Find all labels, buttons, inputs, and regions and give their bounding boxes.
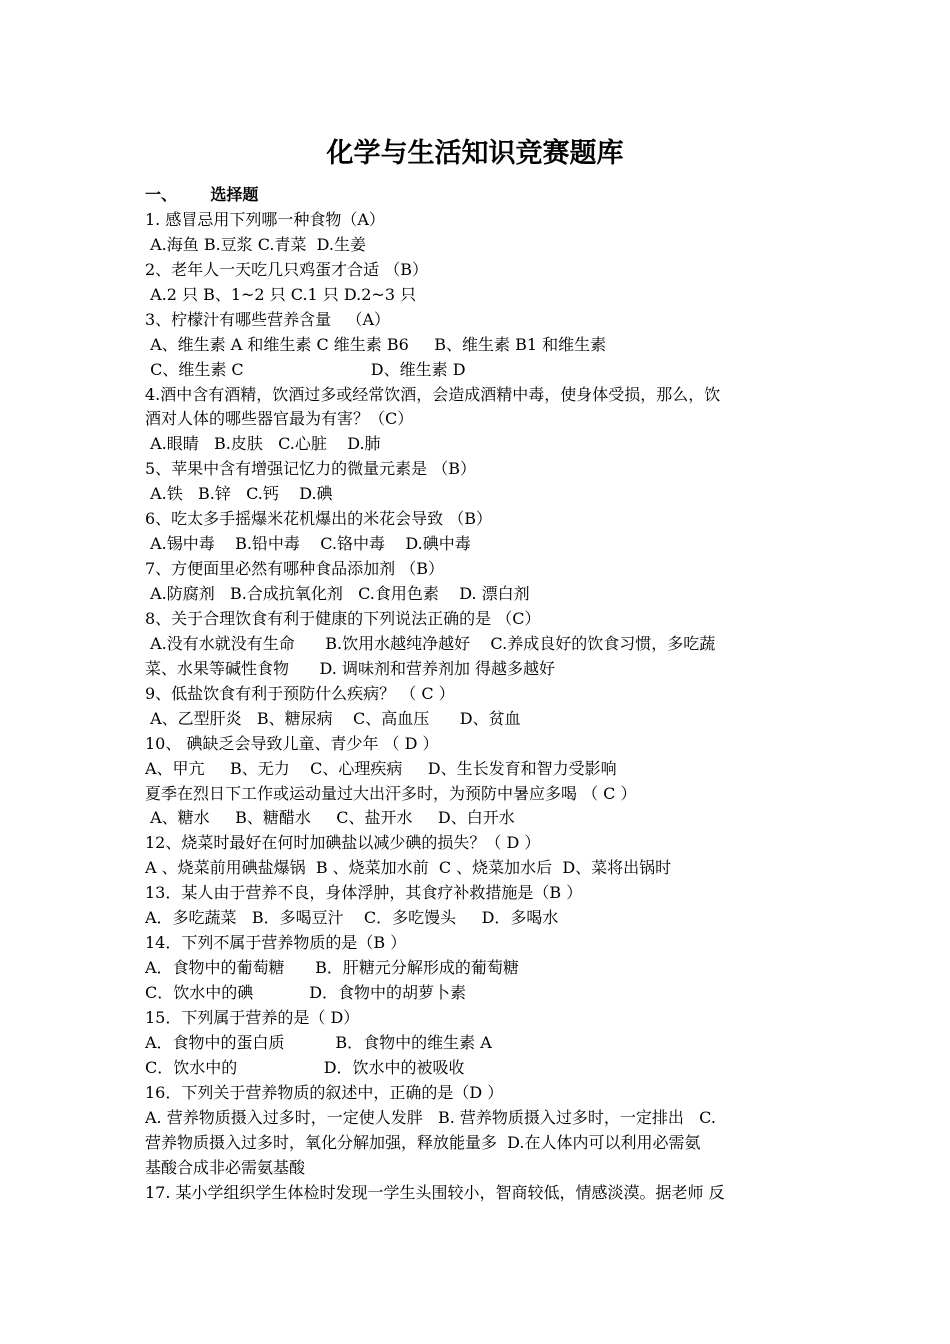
text-line: 夏季在烈日下工作或运动量过大出汗多时，为预防中暑应多喝 （ C ）: [145, 783, 637, 803]
text-line: 酒对人体的哪些器官最为有害？（C）: [145, 409, 414, 429]
text-line: 营养物质摄入过多时，氧化分解加强，释放能量多 D.在人体内可以利用必需氨: [145, 1132, 701, 1152]
text-line: A.没有水就没有生命 B.饮用水越纯净越好 C.养成良好的饮食习惯，多吃蔬: [145, 633, 716, 653]
text-line: 14．下列不属于营养物质的是（B ）: [145, 933, 407, 953]
text-line: A．多吃蔬菜 B．多喝豆汁 C．多吃馒头 D．多喝水: [145, 908, 559, 928]
text-line: 6、吃太多手摇爆米花机爆出的米花会导致 （B）: [145, 509, 493, 529]
text-line: 10、 碘缺乏会导致儿童、青少年 （ D ）: [145, 733, 439, 753]
question-list: [145, 183, 810, 1205]
text-line: 17. 某小学组织学生体检时发现一学生头围较小，智商较低，情感淡漠。据老师 反: [145, 1182, 725, 1202]
text-line: A 、烧菜前用碘盐爆锅 B 、烧菜加水前 C 、烧菜加水后 D、菜将出锅时: [145, 858, 672, 878]
text-line: C、维生素 C D、维生素 D: [145, 359, 466, 379]
text-line: A.锡中毒 B.铅中毒 C.铬中毒 D.碘中毒: [145, 534, 471, 554]
text-line: 9、低盐饮食有利于预防什么疾病？ （ C ）: [145, 683, 455, 703]
text-line: 3、柠檬汁有哪些营养含量 （A）: [145, 309, 390, 329]
text-line: 2、老年人一天吃几只鸡蛋才合适 （B）: [145, 259, 429, 279]
text-line: A.2 只 B、1~2 只 C.1 只 D.2~3 只: [145, 284, 417, 304]
text-line: A. 营养物质摄入过多时，一定使人发胖 B. 营养物质摄入过多时，一定排出 C.: [145, 1107, 716, 1127]
text-line: 13．某人由于营养不良，身体浮肿，其食疗补救措施是（B ）: [145, 883, 583, 903]
text-line: A.防腐剂 B.合成抗氧化剂 C.食用色素 D. 漂白剂: [145, 584, 530, 603]
page-title: 化学与生活知识竞赛题库: [326, 138, 624, 169]
text-line: A、乙型肝炎 B、糖尿病 C、高血压 D、贫血: [145, 708, 521, 728]
text-line: 1. 感冒忌用下列哪一种食物（A）: [145, 209, 385, 229]
text-line: 15．下列属于营养的是（ D）: [145, 1007, 360, 1027]
text-line: 菜、水果等碱性食物 D. 调味剂和营养剂加 得越多越好: [145, 658, 556, 678]
text-line: 12、烧菜时最好在何时加碘盐以减少碘的损失？（ D ）: [145, 833, 541, 853]
text-line: A、甲亢 B、无力 C、心理疾病 D、生长发育和智力受影响: [145, 758, 617, 778]
text-line: 8、关于合理饮食有利于健康的下列说法正确的是 （C）: [145, 608, 541, 628]
text-line: A、维生素 A 和维生素 C 维生素 B6 B、维生素 B1 和维生素: [145, 334, 607, 354]
text-line: A．食物中的葡萄糖 B．肝糖元分解形成的葡萄糖: [145, 958, 519, 978]
text-line: A.眼睛 B.皮肤 C.心脏 D.肺: [145, 434, 381, 454]
section-heading: 一、 选择题: [145, 185, 259, 204]
text-line: C．饮水中的碘 D．食物中的胡萝卜素: [145, 983, 467, 1002]
text-line: 基酸合成非必需氨基酸: [145, 1157, 306, 1177]
text-line: A.海鱼 B.豆浆 C.青菜 D.生姜: [145, 234, 367, 254]
text-line: 4.酒中含有酒精，饮酒过多或经常饮酒，会造成酒精中毒，使身体受损，那么，饮: [145, 384, 721, 404]
text-line: 7、方便面里必然有哪种食品添加剂 （B）: [145, 559, 445, 579]
text-line: 5、苹果中含有增强记忆力的微量元素是 （B）: [145, 459, 477, 479]
text-line: 16．下列关于营养物质的叙述中，正确的是（D ）: [145, 1082, 504, 1102]
text-line: A．食物中的蛋白质 B．食物中的维生素 A: [145, 1032, 492, 1052]
text-line: C．饮水中的 D．饮水中的被吸收: [145, 1057, 465, 1077]
text-line: A.铁 B.锌 C.钙 D.碘: [145, 484, 333, 504]
text-line: A、糖水 B、糖醋水 C、盐开水 D、白开水: [145, 808, 515, 828]
